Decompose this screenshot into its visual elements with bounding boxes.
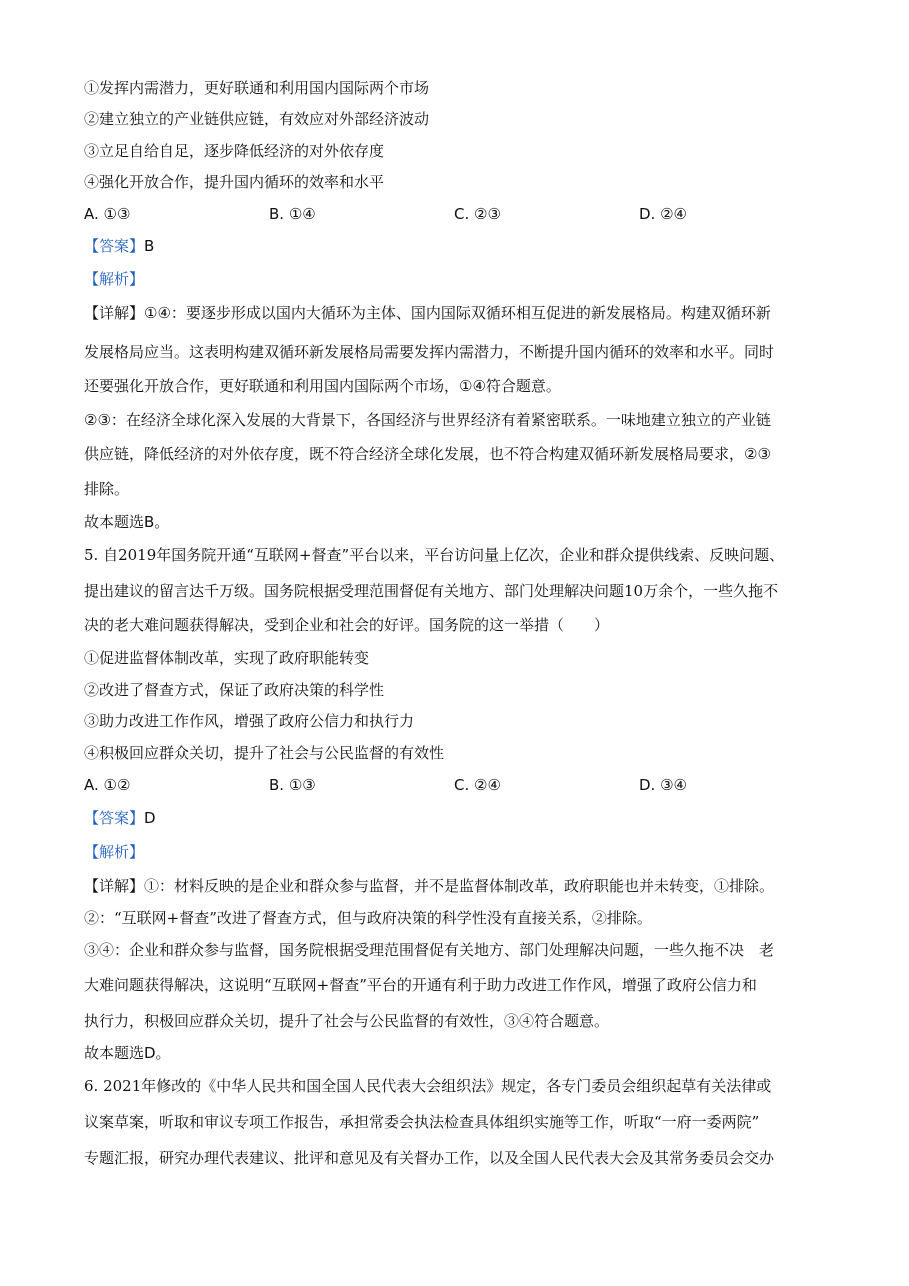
answer-value: B: [144, 237, 155, 255]
q5-option-d: D. ③④: [639, 776, 687, 794]
q5-answer-line: [84, 808, 156, 828]
analysis-label: 【解析】: [84, 843, 145, 861]
q5-detail-line-4: 大难问题获得解决，这说明“互联网+督查”平台的开通有利于助力改进工作作风，增强了政府公信力和: [84, 976, 757, 994]
detail-label: 【详解】: [84, 304, 145, 322]
q4-option-c: C. ②③: [454, 205, 501, 223]
q4-item-1: ①发挥内需潜力，更好联通和利用国内国际两个市场: [84, 79, 430, 97]
detail-label: 【详解】: [84, 877, 145, 895]
q5-detail-line-1: 【详解】①：材料反映的是企业和群众参与监督，并不是监督体制改革，政府职能也并未转变，①排除。: [84, 877, 775, 895]
q5-item-3: ③助力改进工作作风，增强了政府公信力和执行力: [84, 712, 415, 730]
q4-detail-line-2: 发展格局应当。这表明构建双循环新发展格局需要发挥内需潜力，不断提升国内循环的效率和水平。同时: [84, 343, 775, 361]
q4-answer-line: [84, 236, 154, 256]
q4-detail-line-4: ②③：在经济全球化深入发展的大背景下，各国经济与世界经济有着紧密联系。一味地建立独立的产业链: [84, 411, 771, 429]
q4-item-4: ④强化开放合作，提升国内循环的效率和水平: [84, 173, 385, 191]
q5-detail-line-3: ③④：企业和群众参与监督，国务院根据受理范围督促有关地方、部门处理解决问题，一些久拖不决 老: [84, 941, 775, 959]
q5-stem-line-2: 提出建议的留言达千万级。国务院根据受理范围督促有关地方、部门处理解决问题10万余个，一些久拖不: [84, 582, 779, 600]
q5-option-b: B. ①③: [269, 776, 316, 794]
answer-label: 【答案】: [84, 809, 145, 827]
q5-option-a: A. ①②: [84, 776, 131, 794]
q4-option-b: B. ①④: [269, 205, 316, 223]
q6-stem-line-2: 议案草案，听取和审议专项工作报告，承担常委会执法检查具体组织实施等工作，听取“一府一委两院”: [84, 1113, 760, 1131]
q4-conclusion: 故本题选B。: [84, 513, 170, 531]
q4-option-a: A. ①③: [84, 205, 131, 223]
q4-item-3: ③立足自给自足，逐步降低经济的对外依存度: [84, 142, 385, 160]
q5-detail-line-2: ②：“互联网+督查”改进了督查方式，但与政府决策的科学性没有直接关系，②排除。: [84, 909, 652, 927]
q4-item-2: ②建立独立的产业链供应链，有效应对外部经济波动: [84, 110, 430, 128]
q4-detail-line-1: 【详解】①④：要逐步形成以国内大循环为主体、国内国际双循环相互促进的新发展格局。构建双循环新: [84, 304, 771, 322]
answer-label: 【答案】: [84, 237, 145, 255]
analysis-label: 【解析】: [84, 270, 145, 288]
q5-item-4: ④积极回应群众关切，提升了社会与公民监督的有效性: [84, 744, 445, 762]
q5-item-2: ②改进了督查方式，保证了政府决策的科学性: [84, 681, 385, 699]
q5-stem-line-1: 5. 自2019年国务院开通“互联网+督查”平台以来，平台访问量上亿次，企业和群众提供线索、反映问题、: [84, 546, 785, 564]
q4-detail-line-6: 排除。: [84, 480, 130, 498]
q6-stem-line-3: 专题汇报，研究办理代表建议、批评和意见及有关督办工作，以及全国人民代表大会及其常务委员会交办: [84, 1149, 775, 1167]
q5-conclusion: 故本题选D。: [84, 1044, 171, 1062]
q4-option-d: D. ②④: [639, 205, 687, 223]
q5-detail-line-5: 执行力，积极回应群众关切，提升了社会与公民监督的有效性，③④符合题意。: [84, 1012, 610, 1030]
q5-stem-line-3: 决的老大难问题获得解决，受到企业和社会的好评。国务院的这一举措（ ）: [84, 616, 610, 634]
q6-stem-line-1: 6. 2021年修改的《中华人民共和国全国人民代表大会组织法》规定，各专门委员会组织起草有关法律或: [84, 1077, 772, 1095]
q4-detail-line-3: 还要强化开放合作，更好联通和利用国内国际两个市场，①④符合题意。: [84, 377, 561, 395]
q4-detail-line-5: 供应链，降低经济的对外依存度，既不符合经济全球化发展，也不符合构建双循环新发展格局要求，②③: [84, 445, 771, 463]
q5-option-c: C. ②④: [454, 776, 501, 794]
q5-item-1: ①促进监督体制改革，实现了政府职能转变: [84, 649, 370, 667]
answer-value: D: [144, 809, 156, 827]
